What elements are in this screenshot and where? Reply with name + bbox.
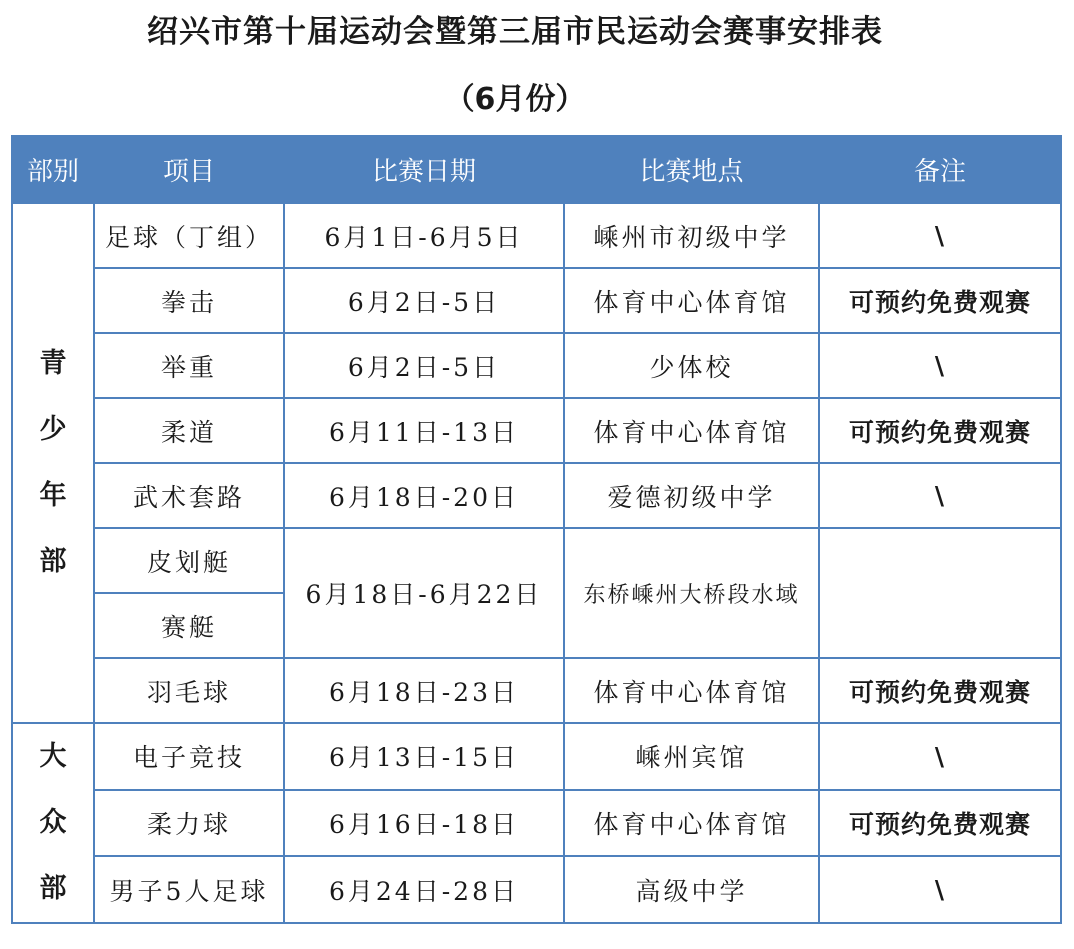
cell-note: \ [819, 856, 1061, 923]
dept-char: 部 [39, 546, 67, 577]
cell-date: 6月18日-20日 [284, 463, 564, 528]
dept-youth [12, 203, 94, 723]
cell-date: 6月2日-5日 [284, 268, 564, 333]
cell-note: \ [819, 333, 1061, 398]
cell-note: 可预约免费观赛 [819, 658, 1061, 723]
cell-venue: 爱德初级中学 [564, 463, 819, 528]
table-row [12, 658, 1061, 723]
dept-char: 少 [39, 414, 67, 445]
table-header-row [12, 136, 1061, 203]
cell-item: 电子竞技 [94, 723, 284, 790]
table-row [12, 203, 1061, 268]
cell-item: 拳击 [94, 268, 284, 333]
table-row [12, 790, 1061, 857]
cell-venue: 嵊州市初级中学 [564, 203, 819, 268]
dept-char: 众 [39, 807, 67, 838]
page-title: 绍兴市第十届运动会暨第三届市民运动会赛事安排表 [147, 14, 883, 50]
table-row [12, 463, 1061, 528]
table-row [12, 268, 1061, 333]
dept-char: 大 [39, 741, 67, 772]
cell-date: 6月18日-23日 [284, 658, 564, 723]
dept-public [12, 723, 94, 923]
cell-note [819, 528, 1061, 658]
dept-char: 部 [39, 873, 67, 904]
cell-venue: 少体校 [564, 333, 819, 398]
cell-item: 足球（丁组） [94, 203, 284, 268]
cell-venue: 体育中心体育馆 [564, 398, 819, 463]
table-row [12, 528, 1061, 593]
cell-date: 6月13日-15日 [284, 723, 564, 790]
cell-item: 柔道 [94, 398, 284, 463]
cell-venue: 体育中心体育馆 [564, 790, 819, 857]
header-dept: 部别 [12, 136, 94, 203]
cell-date: 6月1日-6月5日 [284, 203, 564, 268]
cell-venue: 嵊州宾馆 [564, 723, 819, 790]
table-row [12, 856, 1061, 923]
cell-date: 6月24日-28日 [284, 856, 564, 923]
header-venue: 比赛地点 [564, 136, 819, 203]
header-note: 备注 [819, 136, 1061, 203]
cell-item: 赛艇 [94, 593, 284, 658]
table-row [12, 723, 1061, 790]
table-row [12, 333, 1061, 398]
dept-char: 年 [39, 480, 67, 511]
cell-item: 男子5人足球 [94, 856, 284, 923]
schedule-table [11, 135, 1062, 924]
cell-date: 6月2日-5日 [284, 333, 564, 398]
cell-venue: 体育中心体育馆 [564, 658, 819, 723]
cell-item: 羽毛球 [94, 658, 284, 723]
cell-date: 6月11日-13日 [284, 398, 564, 463]
cell-note: \ [819, 723, 1061, 790]
header-date: 比赛日期 [284, 136, 564, 203]
table-row [12, 398, 1061, 463]
cell-item: 皮划艇 [94, 528, 284, 593]
cell-venue: 高级中学 [564, 856, 819, 923]
cell-note: 可预约免费观赛 [819, 268, 1061, 333]
cell-date: 6月16日-18日 [284, 790, 564, 857]
dept-char: 青 [39, 348, 67, 379]
cell-item: 武术套路 [94, 463, 284, 528]
page-subtitle: （6月份） [444, 82, 586, 117]
cell-note: \ [819, 463, 1061, 528]
cell-item: 柔力球 [94, 790, 284, 857]
cell-note: \ [819, 203, 1061, 268]
cell-note: 可预约免费观赛 [819, 398, 1061, 463]
cell-item: 举重 [94, 333, 284, 398]
cell-date: 6月18日-6月22日 [284, 528, 564, 658]
cell-venue: 东桥嵊州大桥段水域 [564, 528, 819, 658]
header-item: 项目 [94, 136, 284, 203]
cell-note: 可预约免费观赛 [819, 790, 1061, 857]
cell-venue: 体育中心体育馆 [564, 268, 819, 333]
